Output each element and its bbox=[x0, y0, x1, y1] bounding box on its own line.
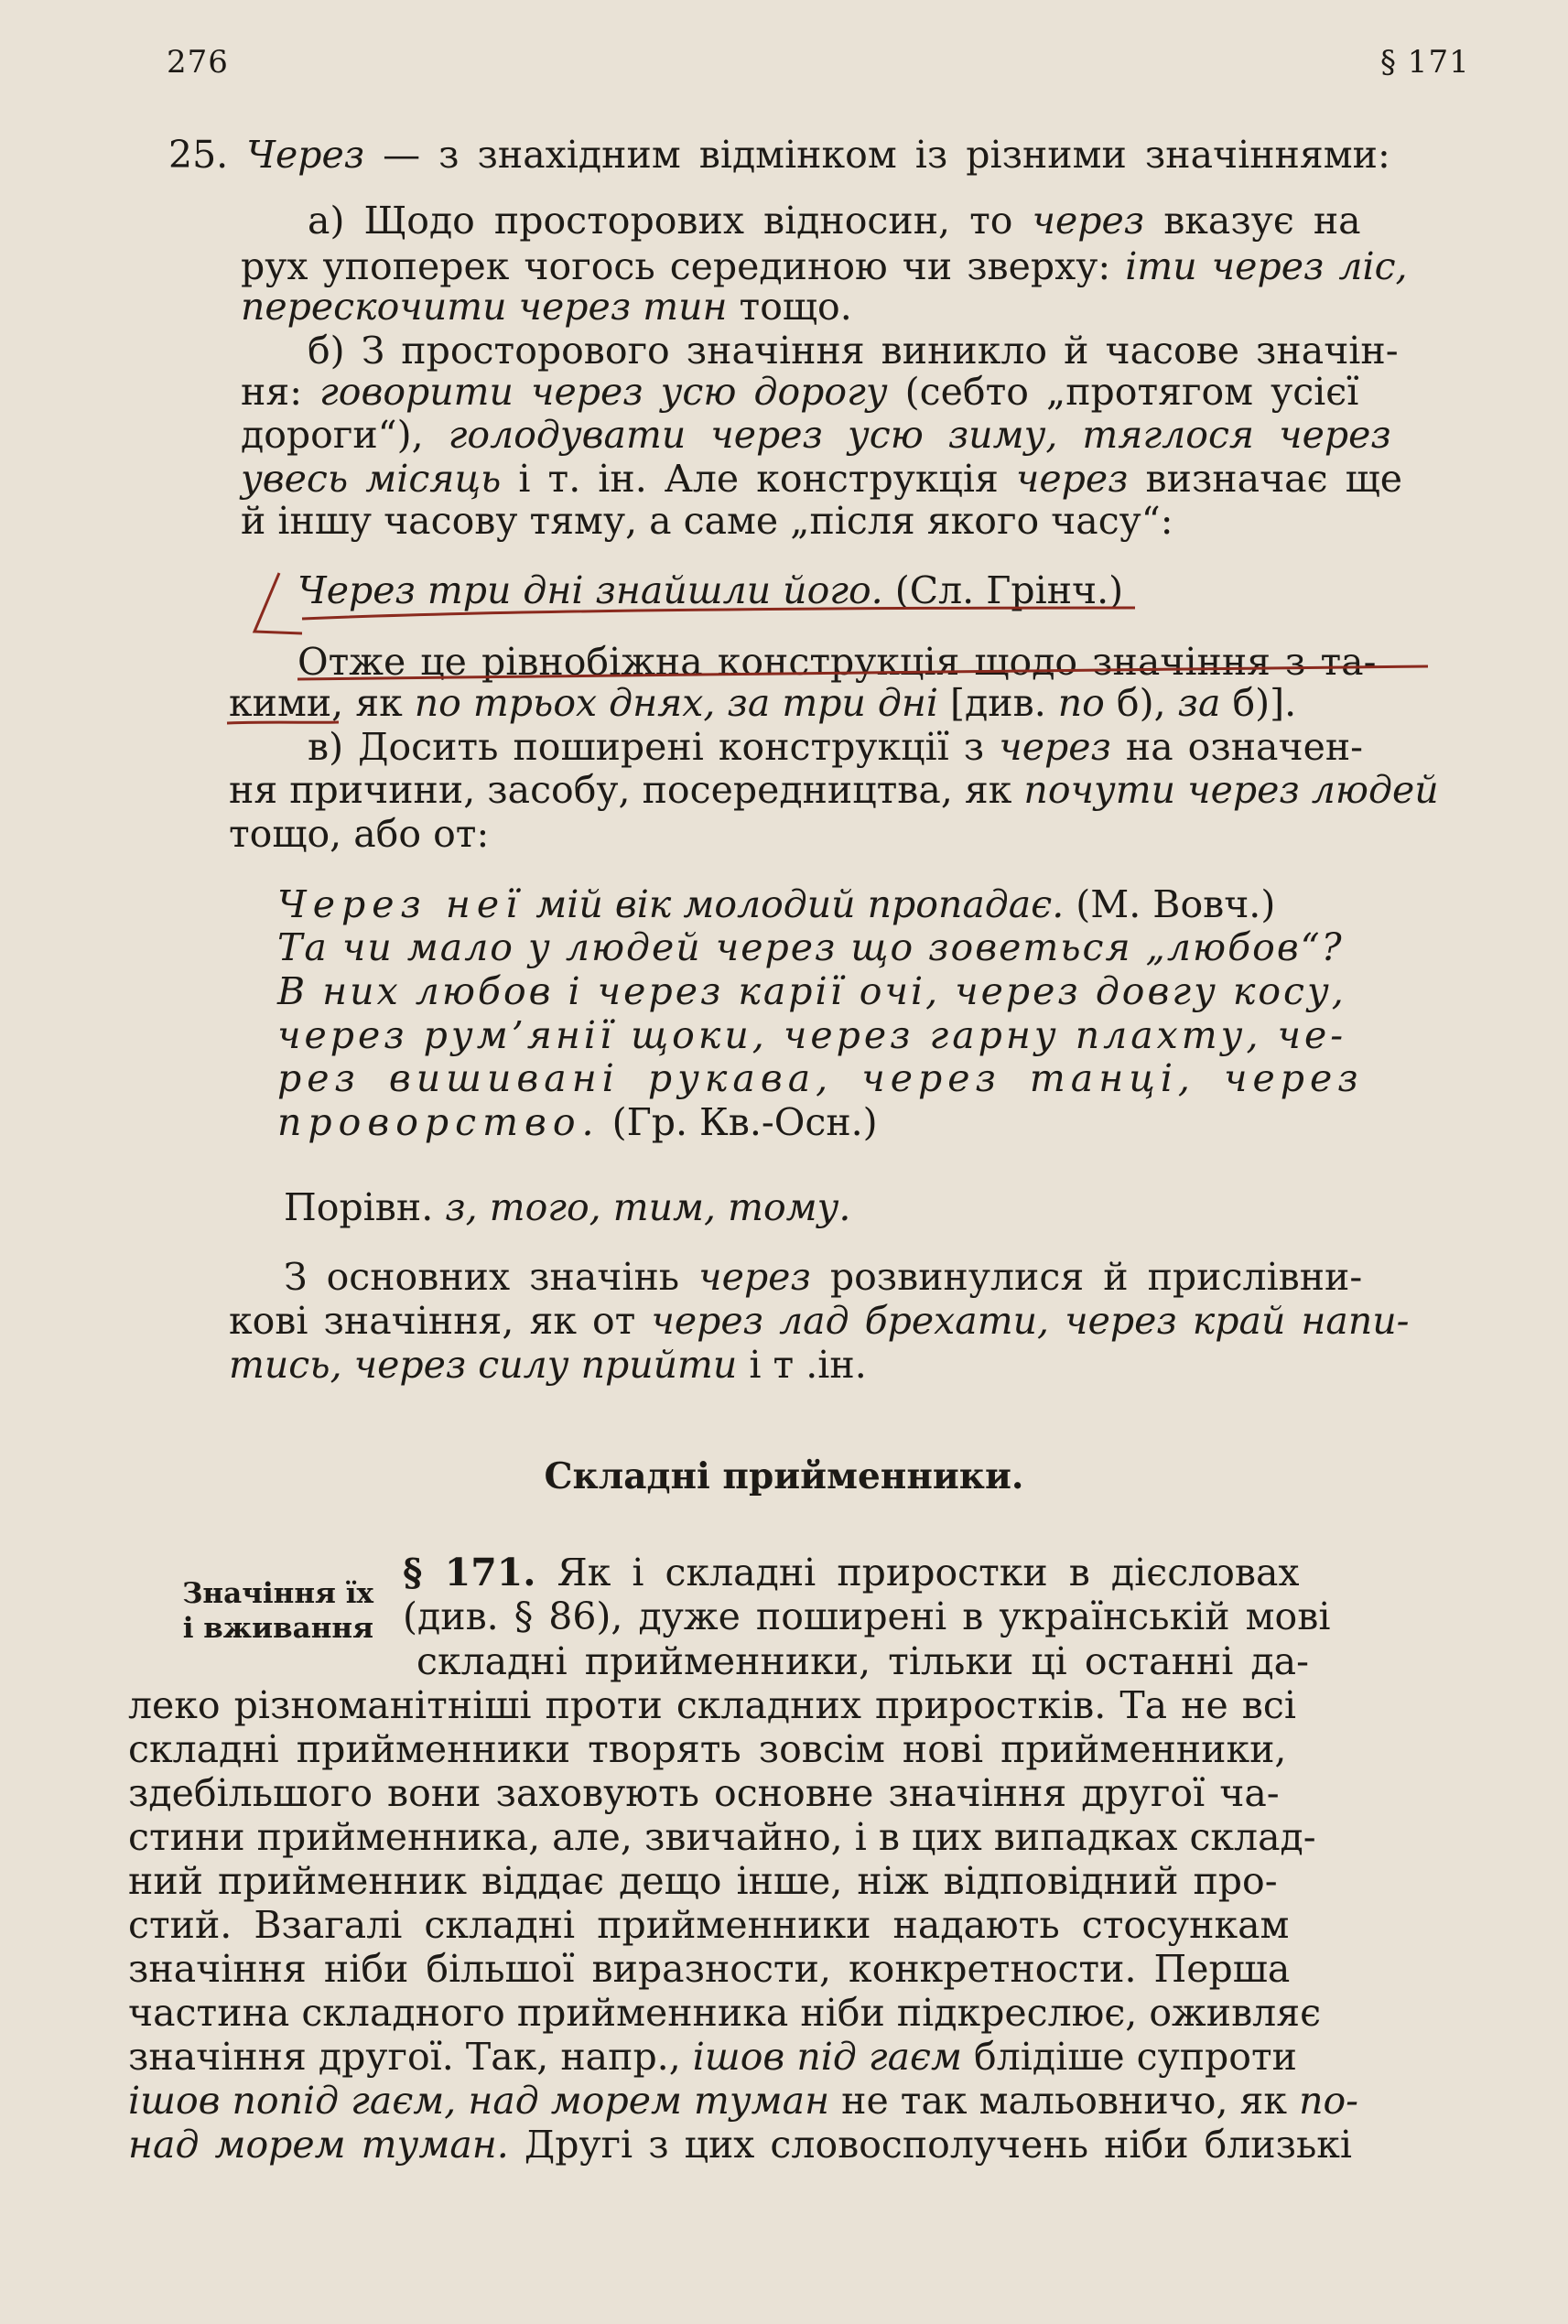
section-171-line-5: складні прийменники творять зовсім нові прийменники, bbox=[128, 1727, 1287, 1771]
section-171-line-10: значіння ніби більшої виразности, конкретности. Перша bbox=[128, 1947, 1291, 1991]
verse-line-4: через рум’янії щоки, через гарну плахту, че- bbox=[277, 1013, 1347, 1057]
paragraph-2-line-1: З основних значінь через розвинулися й прислівни- bbox=[284, 1255, 1363, 1299]
side-note-line-2: і вживання bbox=[182, 1612, 373, 1645]
verse-line-6: проворство. (Гр. Кв.-Осн.) bbox=[277, 1100, 878, 1144]
subitem-b-line-5: й іншу часову тяму, а саме „після якого часу“: bbox=[241, 499, 1173, 543]
section-171-line-12: значіння другої. Так, напр., ішов під гаєм блідіше супроти bbox=[128, 2035, 1297, 2079]
verse-line-1: Через неї мій вік молодий пропадає. (М. Вовч.) bbox=[277, 882, 1276, 926]
pencil-underline-paragraph bbox=[297, 666, 1428, 679]
side-note-line-1: Значіння їх bbox=[182, 1577, 373, 1610]
subitem-a-line-3: перескочити через тин тощо. bbox=[241, 285, 852, 329]
subitem-c-line-3: тощо, або от: bbox=[229, 812, 490, 856]
verse-line-5: рез вишивані рукава, через танці, через bbox=[277, 1056, 1364, 1100]
section-171-line-14: над морем туман. Другі з цих словосполучень ніби близькі bbox=[128, 2123, 1353, 2167]
paragraph-1-line-2: кими, як по трьох днях, за три дні [див. по б), за б)]. bbox=[229, 681, 1297, 725]
section-171-line-11: частина складного прийменника ніби підкреслює, оживляє bbox=[128, 1991, 1322, 2035]
paragraph-1-line-1: Отже це рівнобіжна конструкція щодо значіння з та- bbox=[297, 640, 1377, 684]
item-25-line: 25. Через — з знахідним відмінком із різними значіннями: bbox=[168, 133, 1390, 177]
subitem-c-line-2: ня причини, засобу, посередництва, як почути через людей bbox=[229, 768, 1439, 812]
section-171-line-2: (див. § 86), дуже поширені в українській мові bbox=[403, 1594, 1331, 1638]
verse-line-2: Та чи мало у людей через що зоветься „любов“? bbox=[277, 925, 1344, 969]
paragraph-2-line-2: кові значіння, як от через лад брехати, через край напи- bbox=[229, 1299, 1410, 1343]
compare-line: Порівн. з, того, тим, тому. bbox=[284, 1185, 851, 1229]
section-marker: § 171 bbox=[1380, 44, 1470, 81]
section-171-line-4: леко різноманітніші проти складних приростків. Та не всі bbox=[128, 1683, 1296, 1727]
subitem-b-line-3: дороги“), голодувати через усю зиму, тяглося через bbox=[241, 413, 1391, 457]
section-171-line-9: стий. Взагалі складні прийменники надають стосункам bbox=[128, 1903, 1290, 1947]
section-171-line-6: здебільшого вони заховують основне значіння другої ча- bbox=[128, 1771, 1280, 1815]
subitem-b-line-1: б) З просторового значіння виникло й часове значін- bbox=[308, 329, 1399, 373]
subitem-a-line-1: а) Щодо просторових відносин, то через вказує на bbox=[308, 199, 1361, 243]
section-171-line-3: складні прийменники, тільки ці останні да- bbox=[416, 1639, 1309, 1683]
pencil-underline-quote bbox=[302, 608, 1135, 619]
section-171-line-8: ний прийменник віддає дещо інше, ніж відповідний про- bbox=[128, 1859, 1278, 1903]
subitem-b-line-4: увесь місяць і т. ін. Але конструкція через визначає ще bbox=[241, 457, 1403, 501]
subitem-a-line-2: рух упоперек чогось серединою чи зверху: іти через ліс, bbox=[241, 244, 1408, 288]
pencil-underline-word bbox=[227, 722, 339, 723]
page-number: 276 bbox=[167, 44, 229, 81]
quote-example-1: Через три дні знайшли його. (Сл. Грінч.) bbox=[297, 568, 1124, 612]
verse-line-3: В них любов і через карії очі, через довгу косу, bbox=[277, 969, 1346, 1013]
subitem-c-line-1: в) Досить поширені конструкції з через на означен- bbox=[308, 725, 1364, 769]
pencil-bracket-mark bbox=[254, 573, 302, 633]
subitem-b-line-2: ня: говорити через усю дорогу (себто „протягом усієї bbox=[241, 370, 1359, 414]
section-heading: Складні прийменники. bbox=[544, 1455, 1024, 1497]
section-171-line-13: ішов попід гаєм, над морем туман не так мальовничо, як по- bbox=[128, 2079, 1359, 2123]
section-171-line-7: стини прийменника, але, звичайно, і в цих випадках склад- bbox=[128, 1815, 1316, 1859]
section-171-line-1: § 171. Як і складні приростки в дієсловах bbox=[403, 1551, 1300, 1594]
paragraph-2-line-3: тись, через силу прийти і т .ін. bbox=[229, 1343, 867, 1387]
